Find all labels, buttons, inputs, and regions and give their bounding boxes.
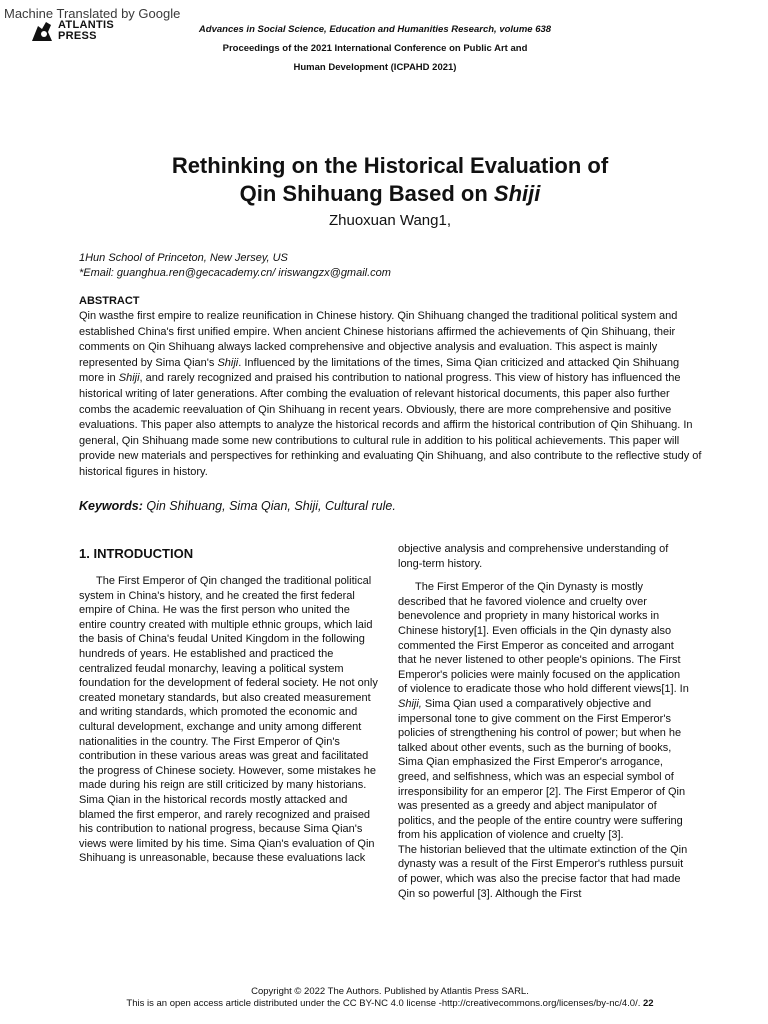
atlantis-figure-icon xyxy=(30,20,54,42)
abstract-heading: ABSTRACT xyxy=(79,295,140,307)
title-line-2-text: Qin Shihuang Based on xyxy=(239,181,494,206)
intro-paragraph-3: The historian believed that the ultimate extinction of the Qin dynasty was a result of the First Emperor's ruthless pursuit of power, which was also the precise factor that had made Qin so powerful [3]. Although the First xyxy=(398,843,688,900)
intro-p2-italic: Shiji, xyxy=(398,697,422,710)
abstract-italic-1: Shiji xyxy=(217,356,239,369)
journal-header: Advances in Social Science, Education and Humanities Research, volume 638 xyxy=(198,24,552,35)
title-line-2-italic: Shiji xyxy=(493,181,541,206)
intro-paragraph-2 xyxy=(398,580,692,843)
left-column xyxy=(79,574,380,866)
keywords-text: Qin Shihuang, Sima Qian, Shiji, Cultural rule. xyxy=(142,499,396,513)
abstract-italic-2: Shiji xyxy=(118,372,140,385)
title-line-1: Rethinking on the Historical Evaluation of xyxy=(171,153,609,178)
title-line-2 xyxy=(60,180,720,208)
footer-license-text: This is an open access article distributed under the CC BY-NC 4.0 license -http://creativecommons.org/licenses/by-nc/4.0/. xyxy=(126,998,641,1009)
right-column xyxy=(398,542,692,901)
abstract-text-3: , and rarely recognized and praised his contribution to national progress. This view of history has influenced the historical writing of later generations. After combing the evaluation of relevant historical documents, this paper also further combs the academic reevaluation of Qin Shihuang in recent years. Obviously, there are more comprehensive and positive evaluations. This paper also attempts to analyze the historical records and affirm the historical contribution of Qin Shihuang. In general, Qin Shihuang made some new contributions to cultural rule in addition to his political achievements. This paper will provide new materials and perspectives for rethinking and evaluating Qin Shihuang, and also contribute to the reflective study of historical figures in history. xyxy=(79,372,702,478)
intro-p2-text-a: The First Emperor of the Qin Dynasty is mostly described that he favored violence and cruelty over benevolence and propriety in many historical works in Chinese history[1]. Even officials in the Qin dynasty also commented the First Emperor as conceited and arrogant that he never listened to other people's opinions. The First Emperor's policies were mainly focused on the application of violence to eradicate those who hold different views[1]. In xyxy=(398,581,689,696)
abstract-body xyxy=(79,309,703,481)
intro-paragraph-continued: objective analysis and comprehensive understanding of long-term history. xyxy=(398,543,669,570)
keywords-label: Keywords: xyxy=(79,499,143,513)
affiliation: 1Hun School of Princeton, New Jersey, US xyxy=(79,252,288,264)
page-number: 22 xyxy=(643,998,654,1009)
footer-license xyxy=(60,998,720,1009)
footer-copyright: Copyright © 2022 The Authors. Published by Atlantis Press SARL. xyxy=(251,986,529,997)
atlantis-press-logo xyxy=(30,20,114,42)
email-line: *Email: guanghua.ren@gecacademy.cn/ iriswangzx@gmail.com xyxy=(79,267,391,279)
author-name: Zhuoxuan Wang1, xyxy=(328,212,452,229)
section-heading-introduction: 1. INTRODUCTION xyxy=(79,546,194,561)
logo-line-1: ATLANTIS xyxy=(58,19,114,31)
abstract-text-1: Qin wasthe first empire to realize reunification in Chinese history. Qin Shihuang changed the traditional political system and established China's first unified empire. When ancient Chinese historians affirmed the achievements of Qin Shihuang, their comments on Qin Shihuang always lacked comprehensive and objective analysis and evaluation. This aspect is mainly represented by Sima Qian's xyxy=(79,310,678,369)
paper-title xyxy=(60,152,720,208)
intro-p2-text-b: Sima Qian used a comparatively objective and impersonal tone to give comment on the First Emperor's policies of strengthening his control of power; but when he talked about other events, such as the burning of books, Sima Qian emphasized the First Emperor's arrogance, greed, and selfishness, which was an especial symbol of irresponsibility for an emperor [2]. The First Emperor of Qin was presented as a greedy and abject manipulator of politics, and the people of the entire country were suffering from his application of violence and cruelty [3]. xyxy=(398,697,686,842)
machine-translation-banner: Machine Translated by Google xyxy=(4,6,181,21)
intro-paragraph-1: The First Emperor of Qin changed the traditional political system in China's history, and he created the first federal empire of China. He was the first person who united the entire country created with multiple ethnic groups, which laid the basis of China's feudal United Kingdom in the following hundreds of years. He established and practiced the centralized feudal monarchy, leaving a political system foundation for the development of federal society. He not only created monetary standards, but also created measurement and writing standards, which promoted the economic and cultural development, exchange and unity among different nationalities in the country. The First Emperor of Qin's contribution in these various areas was great and facilitated the progress of Chinese society. However, some mistakes he made during his reign are still criticized by many historians. Sima Qian in the historical records mostly attacked and blamed the first emperor, and rarely recognized and praised his contribution to national progress, because Sima Qian's views were limited by his time. Sima Qian's evaluation of Qin Shihuang is unreasonable, because these evaluations lack xyxy=(79,575,378,865)
proceedings-line-1: Proceedings of the 2021 International Conference on Public Art and xyxy=(222,43,528,54)
logo-line-2: PRESS xyxy=(58,30,97,42)
abstract-text-2: . Influenced by the limitations of the times, Sima Qian criticized and attacked Qin Shihuang more in xyxy=(79,356,680,385)
keywords xyxy=(79,499,703,513)
proceedings-line-2: Human Development (ICPAHD 2021) xyxy=(293,62,457,73)
